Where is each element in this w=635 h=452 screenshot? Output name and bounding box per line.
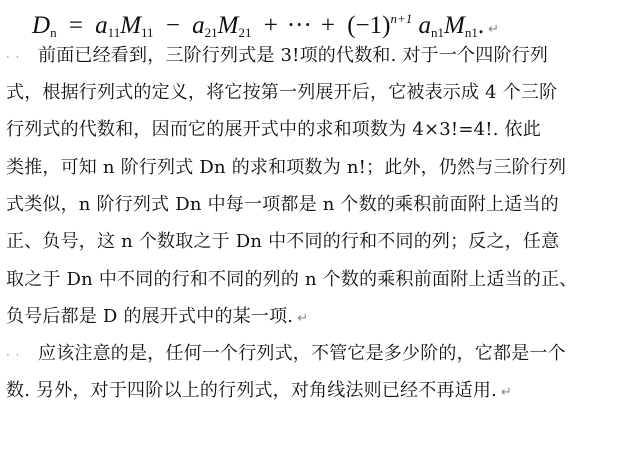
formula-term2-a-sub: 21	[204, 25, 218, 40]
text-line-10-content: 数. 另外，对于四阶以上的行列式，对角线法则已经不再适用.	[6, 380, 497, 401]
formula-sign: (−1)	[347, 12, 391, 39]
formula-term2-a: a	[192, 12, 205, 39]
formula-plus-1: +	[263, 12, 278, 39]
formula-term2-m: M	[217, 12, 239, 39]
formula-sign-exponent: n+1	[390, 11, 413, 26]
text-line-1	[6, 41, 631, 71]
formula-plus-2: +	[320, 12, 335, 39]
formula-term3-m: M	[443, 12, 465, 39]
text-line-3-content: 行列式的代数和，因而它的展开式中的求和项数为 4×3!=4!. 依此	[6, 119, 541, 140]
formula-term3-a-sub: n1	[430, 25, 444, 40]
formula-lhs-sub: n	[50, 25, 57, 40]
formula-equals: =	[68, 12, 83, 39]
formula-lhs: D	[32, 12, 51, 39]
text-line-8-content: 负号后都是 D 的展开式中的某一项.	[6, 306, 294, 327]
return-mark-icon: ↵	[500, 385, 513, 400]
text-line-6	[6, 227, 631, 257]
paragraph-mark-icon: · ·	[6, 348, 21, 362]
return-mark-icon: ↵	[488, 22, 499, 37]
text-line-5-content: 式类似，n 阶行列式 Dn 中每一项都是 n 个数的乘积前面附上适当的	[6, 194, 559, 215]
text-line-4	[6, 153, 631, 183]
text-line-7-content: 取之于 Dn 中不同的行和不同的列的 n 个数的乘积前面附上适当的正、	[6, 269, 578, 290]
text-line-2-content: 式，根据行列式的定义，将它按第一列展开后，它被表示成 4 个三阶	[6, 82, 558, 103]
formula-period: .	[477, 12, 485, 39]
text-line-5	[6, 190, 631, 220]
formula-term1-a: a	[95, 12, 108, 39]
text-line-9-content: 应该注意的是，任何一个行列式，不管它是多少阶的，它都是一个	[38, 343, 566, 364]
formula-term3-a: a	[418, 12, 431, 39]
formula-minus: −	[165, 12, 180, 39]
formula-term1-m: M	[120, 12, 142, 39]
formula-term1-m-sub: 11	[141, 25, 154, 40]
formula-ellipsis: ···	[286, 12, 312, 39]
text-line-8	[6, 302, 631, 332]
text-line-2	[6, 78, 631, 108]
return-mark-icon: ↵	[297, 311, 309, 326]
text-line-1-content: 前面已经看到，三阶行列式是 3!项的代数和. 对于一个四阶行列	[38, 45, 549, 66]
text-line-7	[6, 265, 631, 295]
text-line-4-content: 类推，可知 n 阶行列式 Dn 的求和项数为 n!；此外，仍然与三阶行列	[6, 157, 567, 178]
text-line-10	[6, 376, 631, 406]
formula-term3-m-sub: n1	[464, 25, 478, 40]
text-line-6-content: 正、负号，这 n 个数取之于 Dn 中不同的行和不同的列；反之，任意	[6, 231, 560, 252]
formula-term1-a-sub: 11	[107, 25, 121, 40]
text-line-3	[6, 115, 631, 145]
formula-term2-m-sub: 21	[238, 25, 252, 40]
expansion-formula	[32, 2, 499, 40]
text-line-9	[6, 339, 631, 369]
paragraph-mark-icon: · ·	[6, 50, 21, 64]
